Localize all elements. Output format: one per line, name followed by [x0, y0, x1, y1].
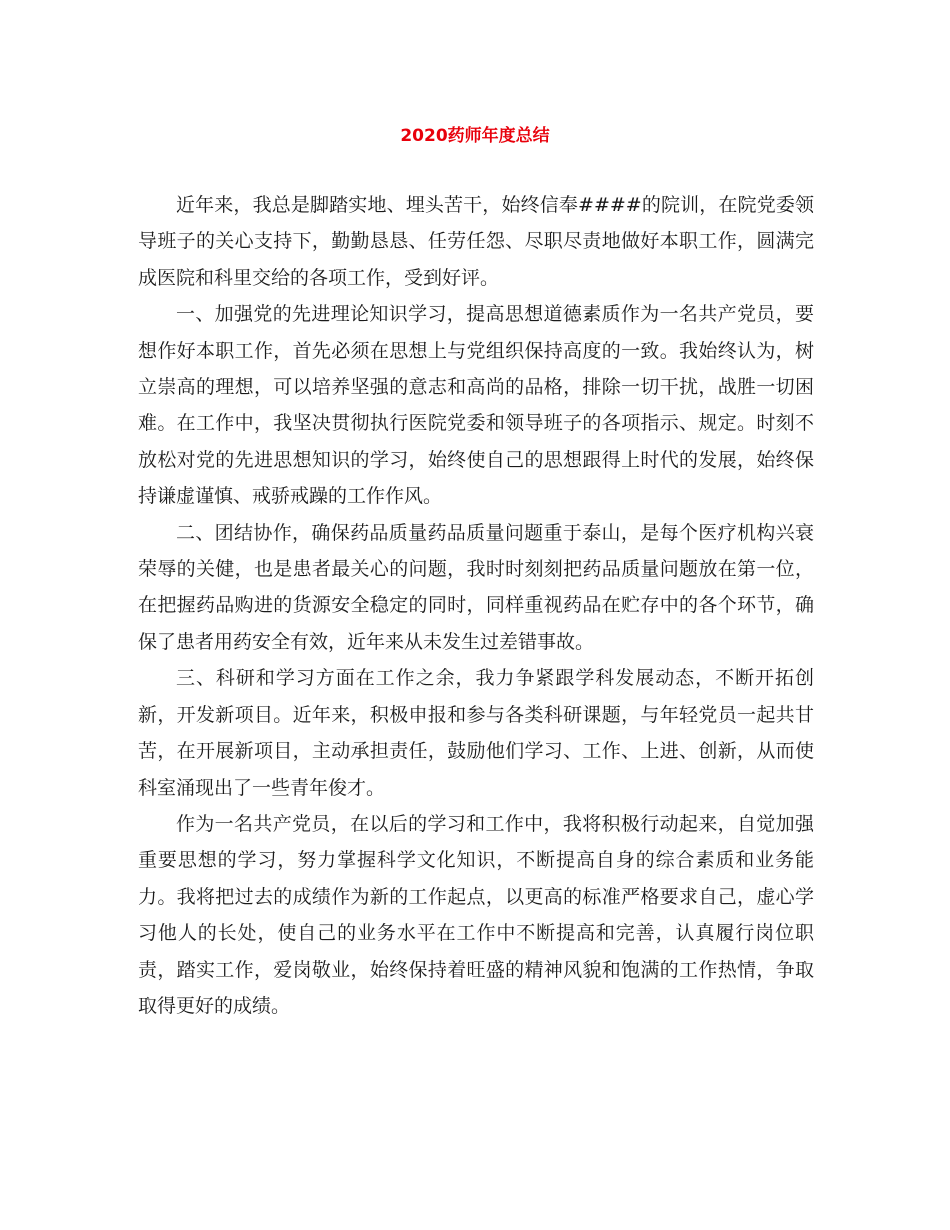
document-title: 2020药师年度总结	[400, 126, 550, 146]
document-body	[138, 187, 814, 1024]
paragraph-section-1: 一、加强党的先进理论知识学习，提高思想道德素质作为一名共产党员，要想作好本职工作，首先必须在思想上与党组织保持高度的一致。我始终认为，树立崇高的理想，可以培养坚强的意志和高尚的品格，排除一切干扰，战胜一切困难。在工作中，我坚决贯彻执行医院党委和领导班子的各项指示、规定。时刻不放松对党的先进思想知识的学习，始终使自己的思想跟得上时代的发展，始终保持谦虚谨慎、戒骄戒躁的工作作风。	[138, 303, 814, 508]
paragraph-section-2: 二、团结协作，确保药品质量药品质量问题重于泰山，是每个医疗机构兴衰荣辱的关健，也是患者最关心的问题，我时时刻刻把药品质量问题放在第一位，在把握药品购进的货源安全稳定的同时，同样重视药品在贮存中的各个环节，确保了患者用药安全有效，近年来从未发生过差错事故。	[138, 521, 814, 653]
paragraph-intro: 近年来，我总是脚踏实地、埋头苦干，始终信奉####的院训，在院党委领导班子的关心支持下，勤勤恳恳、任劳任怨、尽职尽责地做好本职工作，圆满完成医院和科里交给的各项工作，受到好评。	[138, 194, 814, 289]
paragraph-conclusion: 作为一名共产党员，在以后的学习和工作中，我将积极行动起来，自觉加强重要思想的学习，努力掌握科学文化知识，不断提高自身的综合素质和业务能力。我将把过去的成绩作为新的工作起点，以更高的标准严格要求自己，虚心学习他人的长处，使自己的业务水平在工作中不断提高和完善，认真履行岗位职责，踏实工作，爱岗敬业，始终保持着旺盛的精神风貌和饱满的工作热情，争取取得更好的成绩。	[138, 812, 814, 1017]
paragraph-section-3: 三、科研和学习方面在工作之余，我力争紧跟学科发展动态，不断开拓创新，开发新项目。近年来，积极申报和参与各类科研课题，与年轻党员一起共甘苦，在开展新项目，主动承担责任，鼓励他们学习、工作、上进、创新，从而使科室涌现出了一些青年俊才。	[138, 667, 814, 799]
